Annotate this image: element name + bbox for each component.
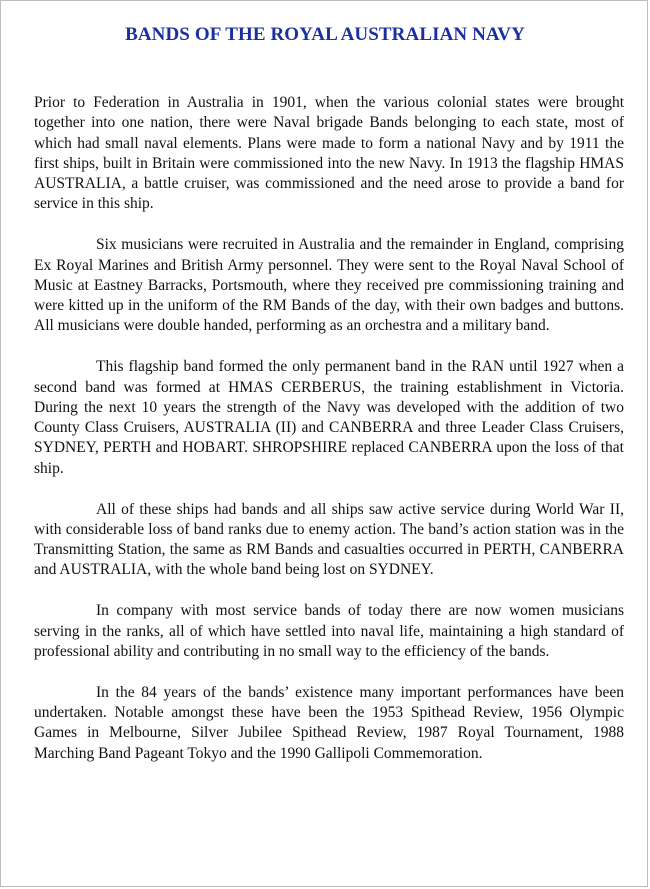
paragraph-performances: In the 84 years of the bands’ existence many important performances have been undertaken. Notable amongst these have been the 1953 Spithead Review, 1956 Olympic Games in Melbourne, Silver Jubilee Spithead Review, 1987 Royal Tournament, 1988 Marching Band Pageant Tokyo and the 1990 Gallipoli Commemoration. xyxy=(34,683,624,762)
paragraph-women-musicians: In company with most service bands of today there are now women musicians serving in the ranks, all of which have settled into naval life, maintaining a high standard of professional ability and contributing in no small way to the efficiency of the bands. xyxy=(34,602,624,660)
document-body xyxy=(34,93,624,784)
paragraph-world-war-ii: All of these ships had bands and all ships saw active service during World War II, with considerable loss of band ranks due to enemy action. The band’s action station was in the Transmitting Station, the same as RM Bands and casualties occurred in PERTH, CANBERRA and AUSTRALIA, with the whole band being lost on SYDNEY. xyxy=(34,500,624,579)
document-title: BANDS OF THE ROYAL AUSTRALIAN NAVY xyxy=(125,24,525,45)
paragraph-federation: Prior to Federation in Australia in 1901, when the various colonial states were brought together into one nation, there were Naval brigade Bands belonging to each state, most of which had small naval elements. Plans were made to form a national Navy and by 1911 the first ships, built in Britain were commissioned into the new Navy. In 1913 the flagship HMAS AUSTRALIA, a battle cruiser, was commissioned and the need arose to provide a band for service in this ship. xyxy=(34,94,624,213)
paragraph-musicians-recruited: Six musicians were recruited in Australia and the remainder in England, comprising Ex Royal Marines and British Army personnel. They were sent to the Royal Naval School of Music at Eastney Barracks, Portsmouth, where they received pre commissioning training and were kitted up in the uniform of the RM Bands of the day, with their own badges and buttons. All musicians were double handed, performing as an orchestra and a military band. xyxy=(34,236,624,335)
paragraph-flagship-band: This flagship band formed the only permanent band in the RAN until 1927 when a second band was formed at HMAS CERBERUS, the training establishment in Victoria. During the next 10 years the strength of the Navy was developed with the addition of two County Class Cruisers, AUSTRALIA (II) and CANBERRA and three Leader Class Cruisers, SYDNEY, PERTH and HOBART. SHROPSHIRE replaced CANBERRA upon the loss of that ship. xyxy=(34,358,624,477)
